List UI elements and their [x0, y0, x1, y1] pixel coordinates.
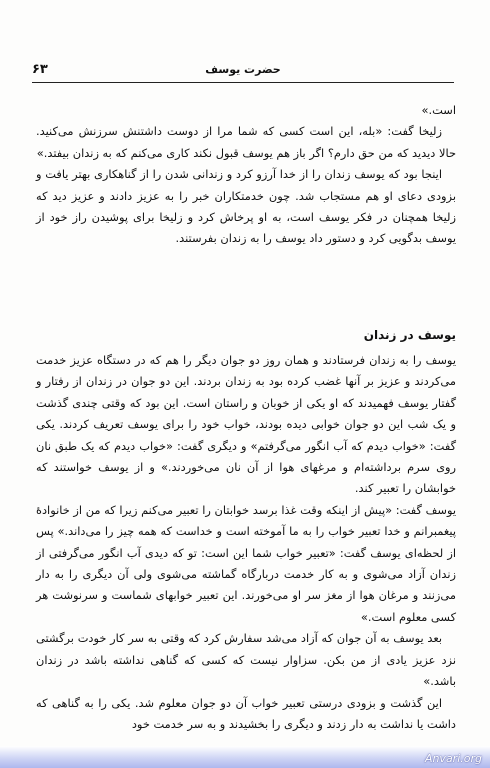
paragraph: اینجا بود که یوسف زندان را از خدا آرزو کرد و زندانی شدن را از گناهکاری بهتر یافت و بزودی دعای او هم مستجاب شد. چون خدمتکاران خبر را به عزیز دادند و عزیز دید که زلیخا همچنان در فکر یوسف است، به او پرخاش کرد و زلیخا برای پوشیدن راز خود از یوسف بدگویی کرد و دستور داد یوسف را به زندان بفرستند. [36, 167, 456, 246]
page-header [32, 62, 454, 83]
paragraph: این گذشت و بزودی درستی تعبیر خواب آن دو جوان معلوم شد. یکی را به گناهی که داشت یا نداشت به دار زدند و دیگری را بخشیدند و به سر خدمت خود [36, 695, 456, 731]
paragraph: یوسف گفت: «پیش از اینکه وقت غذا برسد خوابتان را تعبیر می‌کنم زیرا که من از خانوادهٔ پیغمبرانم و خدا تعبیر خواب را به ما آموخته است و خداست که همه چیز را می‌داند.» پس از لحظه‌ای یوسف گفت: «تعبیر خواب شما این است: تو که دیدی آب انگور می‌گرفتی از زندان آزاد می‌شوی و به کار خدمت دربارگاه گماشته می‌شوی ولی آن دیگری را به دار می‌زنند و مرغان هوا از مغز سر او می‌خورند. این تعبیر خوابهای شماست و سرنوشت هر کسی معلوم است.» [36, 502, 456, 624]
section-title: یوسف در زندان [363, 328, 456, 342]
watermark: Anvari.org [424, 752, 482, 765]
paragraph: یوسف را به زندان فرستادند و همان روز دو جوان دیگر را هم که در دستگاه عزیز خدمت می‌کردند و عزیز بر آنها غضب کرده بود به زندان بردند. این دو جوان در زندان از رفتار و گفتار یوسف فهمیدند که او یکی از خوبان و راستان است. این بود که وقتی چندی گذشت و یک شب این دو جوان خوابی دیده بودند، خواب خود را برای یوسف تعریف کردند. یکی گفت: «خواب دیدم که آب انگور می‌گرفتم» و دیگری گفت: «خواب دیدم که یک طبق نان روی سرم برداشته‌ام و مرغهای هوا از آن نان می‌خوردند.» و از یوسف خواستند که خوابشان را تعبیر کند. [36, 353, 456, 496]
paragraph: بعد یوسف به آن جوان که آزاد می‌شد سفارش کرد که وقتی به سر کار خودت برگشتی نزد عزیز یادی از من بکن. سزاوار نیست که کسی که گناهی نداشته باشد در زندان باشد.» [36, 631, 456, 689]
paragraph: است.» [421, 103, 456, 117]
page-number: ۶۳ [32, 62, 48, 77]
section-text-block [36, 350, 456, 735]
running-title: حضرت یوسف [205, 63, 281, 76]
paragraph: زلیخا گفت: «بله، این است کسی که شما مرا از دوست داشتنش سرزنش می‌کنید. حالا دیدید که من حق دارم؟ اگر باز هم یوسف قبول نکند کاری می‌کنم که به زندان بیفتد.» [36, 124, 456, 160]
intro-text-block [36, 100, 456, 250]
watermark-strip [0, 746, 490, 768]
